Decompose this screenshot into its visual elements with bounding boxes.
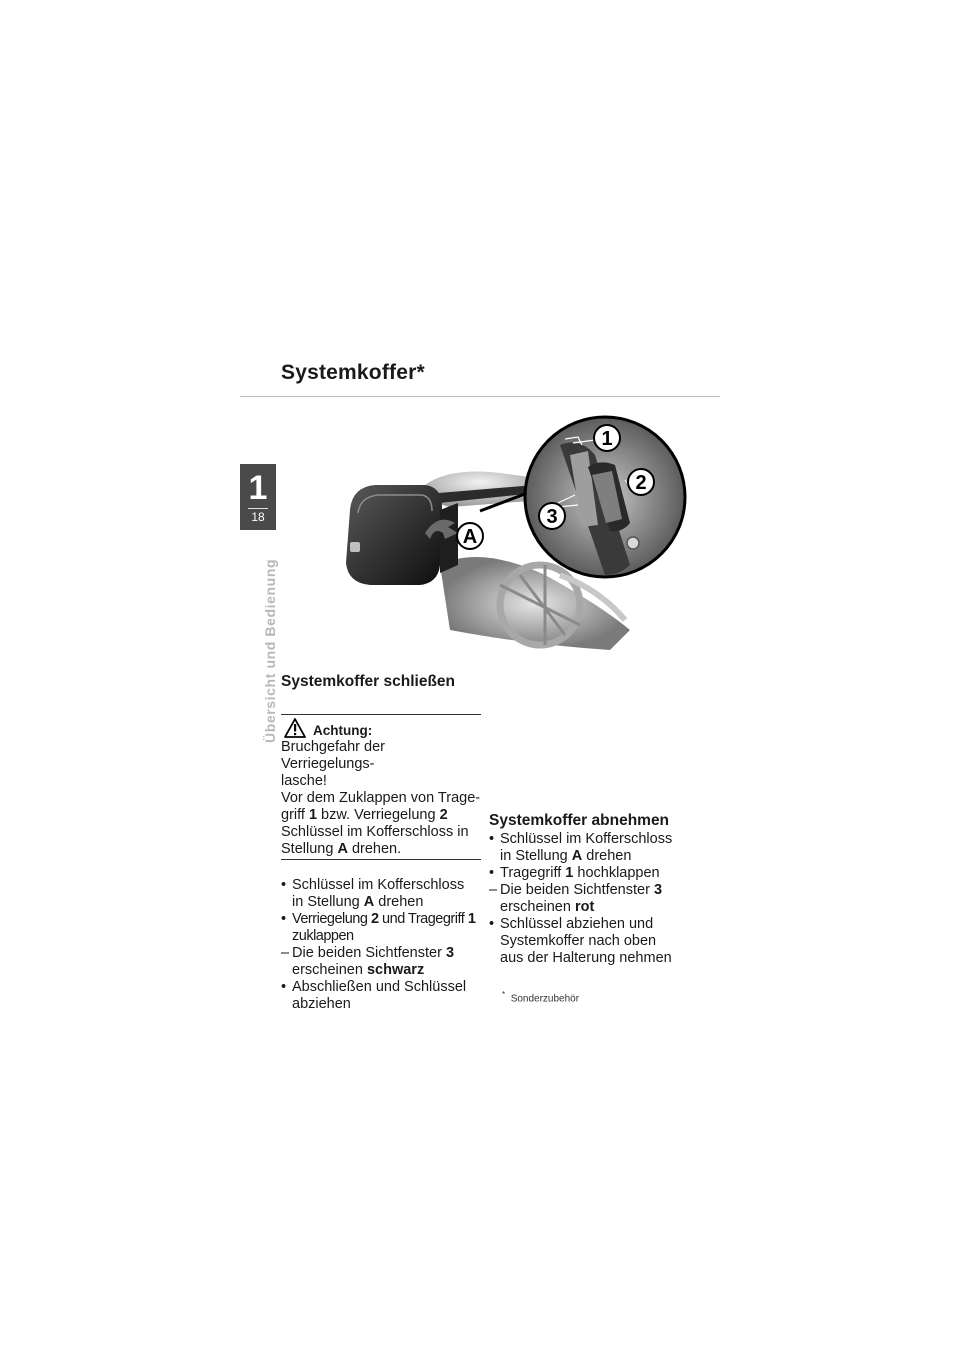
- text-segment: drehen: [582, 848, 632, 864]
- callout-2-label: 2: [635, 472, 647, 494]
- bullet-mark: •: [489, 916, 495, 932]
- warning-triangle-icon: [281, 717, 311, 739]
- text-segment: in Stellung: [500, 848, 572, 864]
- step-line: [500, 848, 689, 865]
- text-segment: Schlüssel im Kofferschloss: [500, 831, 673, 847]
- text-segment: Tragegriff: [500, 865, 566, 881]
- step-line: [500, 933, 689, 950]
- text-segment: zuklappen: [292, 928, 354, 944]
- warning-text: [281, 739, 481, 858]
- step-line: [500, 882, 689, 899]
- page-title: Systemkoffer*: [281, 361, 425, 384]
- warning-line: [281, 790, 481, 807]
- step-item: [489, 916, 689, 967]
- text-segment: in Stellung: [292, 894, 364, 910]
- chapter-side-label: Übersicht und Bedienung: [262, 558, 278, 743]
- case-body: [346, 485, 458, 585]
- emphasis-text: A: [571, 848, 583, 864]
- systemkoffer-illustration: [330, 415, 690, 655]
- warning-bottom-rule: [281, 859, 481, 860]
- text-segment: Schlüssel abziehen und: [500, 916, 654, 932]
- step-line: [500, 899, 689, 916]
- text-segment: erscheinen: [292, 962, 367, 978]
- bullet-mark: •: [281, 979, 287, 995]
- emphasis-text: rot: [574, 899, 595, 915]
- result-dash-mark: –: [489, 882, 498, 898]
- result-dash-mark: –: [281, 945, 290, 961]
- step-item: [281, 911, 481, 945]
- text-segment: drehen.: [347, 841, 402, 857]
- chapter-divider: [248, 508, 268, 509]
- footnote-mark: *: [502, 990, 506, 999]
- text-segment: Vor dem Zuklappen von Trage-: [281, 790, 481, 806]
- footnote-text: Sonderzubehör: [510, 993, 580, 1005]
- step-line: [292, 979, 481, 996]
- callout-a-label: A: [462, 526, 478, 548]
- text-segment: abziehen: [292, 996, 351, 1012]
- step-line: [292, 928, 481, 945]
- text-segment: Schlüssel im Kofferschloss: [292, 877, 465, 893]
- callout-3: [539, 503, 565, 529]
- callout-a: [457, 523, 483, 549]
- step-line: [500, 831, 689, 848]
- text-segment: Die beiden Sichtfenster: [500, 882, 654, 898]
- emphasis-text: 1: [467, 911, 476, 927]
- step-line: [292, 945, 481, 962]
- step-line: [500, 916, 689, 933]
- warning-line: [281, 824, 481, 841]
- step-item: [489, 882, 689, 916]
- emphasis-text: 1: [565, 865, 574, 881]
- chapter-number: 1: [248, 469, 268, 507]
- remove-section: [489, 811, 689, 967]
- text-segment: drehen: [374, 894, 424, 910]
- text-segment: Die beiden Sichtfenster: [292, 945, 446, 961]
- warning-line: [281, 807, 481, 824]
- callout-3-label: 3: [546, 506, 558, 528]
- text-segment: erscheinen: [500, 899, 575, 915]
- bullet-mark: •: [489, 831, 495, 847]
- warning-header: [281, 717, 481, 739]
- text-segment: Bruchgefahr der Verriegelungs-: [281, 739, 385, 772]
- bullet-mark: •: [489, 865, 495, 881]
- text-segment: und Tragegriff: [378, 911, 468, 927]
- callout-1-label: 1: [601, 428, 613, 450]
- step-item: [489, 831, 689, 865]
- page-number: 18: [251, 510, 265, 524]
- bullet-mark: •: [281, 877, 287, 893]
- chapter-tab: [240, 464, 276, 530]
- text-segment: Schlüssel im Kofferschloss in: [281, 824, 469, 840]
- callout-1: [594, 425, 620, 451]
- step-line: [292, 894, 481, 911]
- step-item: [281, 979, 481, 1013]
- step-line: [292, 962, 481, 979]
- callout-2: [628, 469, 654, 495]
- emphasis-text: 2: [370, 911, 379, 927]
- text-segment: griff: [281, 807, 309, 823]
- text-segment: bzw. Verriegelung: [317, 807, 440, 823]
- step-line: [292, 996, 481, 1013]
- warning-line: [281, 841, 481, 858]
- warning-top-rule: [281, 714, 481, 715]
- step-item: [281, 945, 481, 979]
- title-divider: [240, 396, 720, 397]
- emphasis-text: 2: [439, 807, 448, 823]
- bullet-mark: •: [281, 911, 286, 927]
- text-segment: Stellung: [281, 841, 338, 857]
- step-line: [500, 865, 689, 882]
- emphasis-text: 1: [308, 807, 318, 823]
- emphasis-text: A: [363, 894, 375, 910]
- step-line: [500, 950, 689, 967]
- text-segment: Abschließen und Schlüssel: [292, 979, 467, 995]
- step-item: [489, 865, 689, 882]
- text-segment: aus der Halterung nehmen: [500, 950, 672, 966]
- text-segment: Systemkoffer nach oben: [500, 933, 657, 949]
- step-item: [281, 877, 481, 911]
- close-section-heading: Systemkoffer schließen: [281, 673, 456, 690]
- step-line: [292, 877, 481, 894]
- footnote: [502, 990, 579, 1004]
- remove-section-heading: Systemkoffer abnehmen: [489, 812, 670, 829]
- warning-line: [281, 739, 481, 773]
- warning-box: [281, 714, 481, 860]
- emphasis-text: A: [337, 841, 348, 857]
- emphasis-text: 3: [445, 945, 455, 961]
- remove-steps-list: [489, 831, 689, 967]
- text-segment: hochklappen: [573, 865, 660, 881]
- text-segment: lasche!: [281, 773, 327, 789]
- close-section: [281, 672, 481, 1013]
- warning-line: [281, 773, 481, 790]
- emphasis-text: schwarz: [366, 962, 425, 978]
- emphasis-text: 3: [653, 882, 663, 898]
- warning-title: Achtung:: [313, 723, 373, 738]
- close-steps-list: [281, 877, 481, 1013]
- step-line: [292, 911, 481, 928]
- text-segment: Verriegelung: [292, 911, 371, 927]
